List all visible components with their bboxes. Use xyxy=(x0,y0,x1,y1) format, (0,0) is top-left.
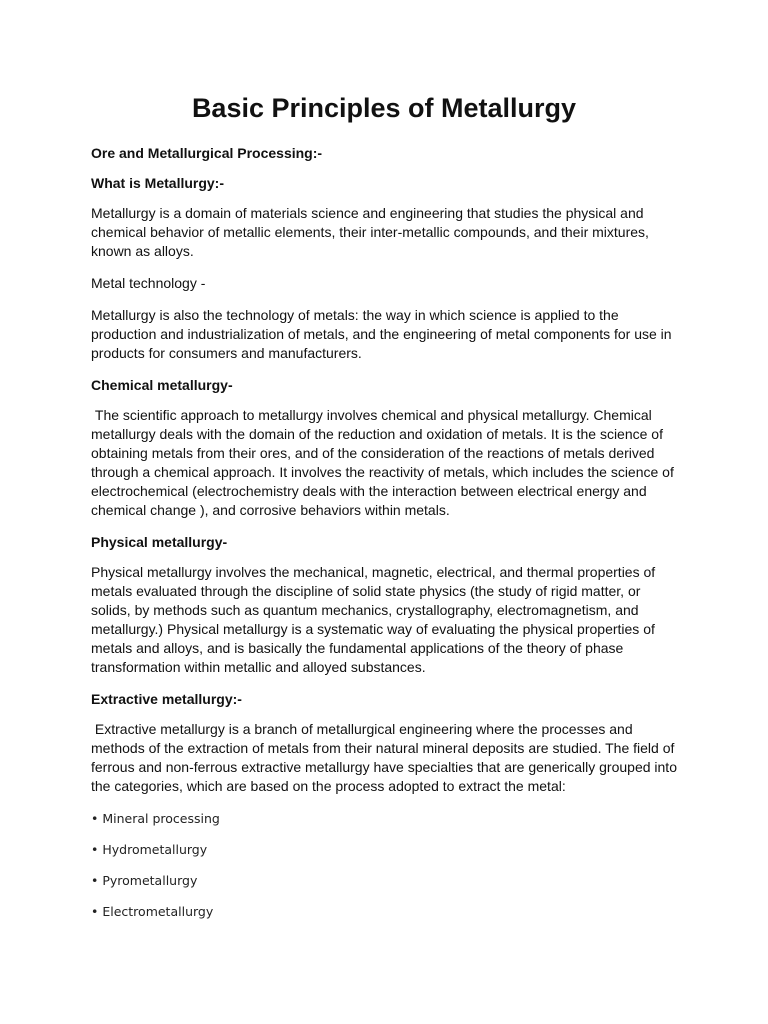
metal-technology-label: Metal technology - xyxy=(91,275,206,291)
list-item: • Electrometallurgy xyxy=(91,904,214,919)
section-heading-extractive-metallurgy: Extractive metallurgy:- xyxy=(91,691,242,707)
section-heading-chemical-metallurgy: Chemical metallurgy- xyxy=(91,377,233,393)
section-heading-what-is-metallurgy: What is Metallurgy:- xyxy=(91,175,225,191)
paragraph-metal-technology: Metallurgy is also the technology of metals: the way in which science is applied to the production and industrialization of metals, and the engineering of metal components for use in products for consumers and manufacturers. xyxy=(91,307,676,361)
document-title: Basic Principles of Metallurgy xyxy=(191,93,577,123)
section-heading-physical-metallurgy: Physical metallurgy- xyxy=(91,534,228,550)
list-item: • Hydrometallurgy xyxy=(91,842,208,857)
document-body xyxy=(91,144,681,933)
paragraph-what-is-metallurgy: Metallurgy is a domain of materials science and engineering that studies the physical and chemical behavior of metallic elements, their inter-metallic compounds, and their mixtures, known as alloys. xyxy=(91,205,653,259)
paragraph-extractive-metallurgy: Extractive metallurgy is a branch of metallurgical engineering where the processes and methods of the extraction of metals from their natural mineral deposits are studied. The field of ferrous and non-ferrous extractive metallurgy have specialties that are generically grouped into the categories, which are based on the process adopted to extract the metal: xyxy=(91,721,681,794)
list-item: • Pyrometallurgy xyxy=(91,873,198,888)
list-item: • Mineral processing xyxy=(91,811,220,826)
paragraph-physical-metallurgy: Physical metallurgy involves the mechanical, magnetic, electrical, and thermal properties of metals evaluated through the discipline of solid state physics (the study of rigid matter, or solids, by methods such as quantum mechanics, crystallography, electromagnetism, and metallurgy.) Physical metallurgy is a systematic way of evaluating the physical properties of metals and alloys, and is basically the fundamental applications of the theory of phase transformation within metallic and alloyed substances. xyxy=(91,564,660,675)
section-heading-ore: Ore and Metallurgical Processing:- xyxy=(91,145,323,161)
paragraph-chemical-metallurgy: The scientific approach to metallurgy involves chemical and physical metallurgy. Chemical metallurgy deals with the domain of the reduction and oxidation of metals. It is the science of obtaining metals from their ores, and of the consideration of the reactions of metals derived through a chemical approach. It involves the reactivity of metals, which includes the science of electrochemical (electrochemistry deals with the interaction between electrical energy and chemical change ), and corrosive behaviors within metals. xyxy=(91,407,678,518)
